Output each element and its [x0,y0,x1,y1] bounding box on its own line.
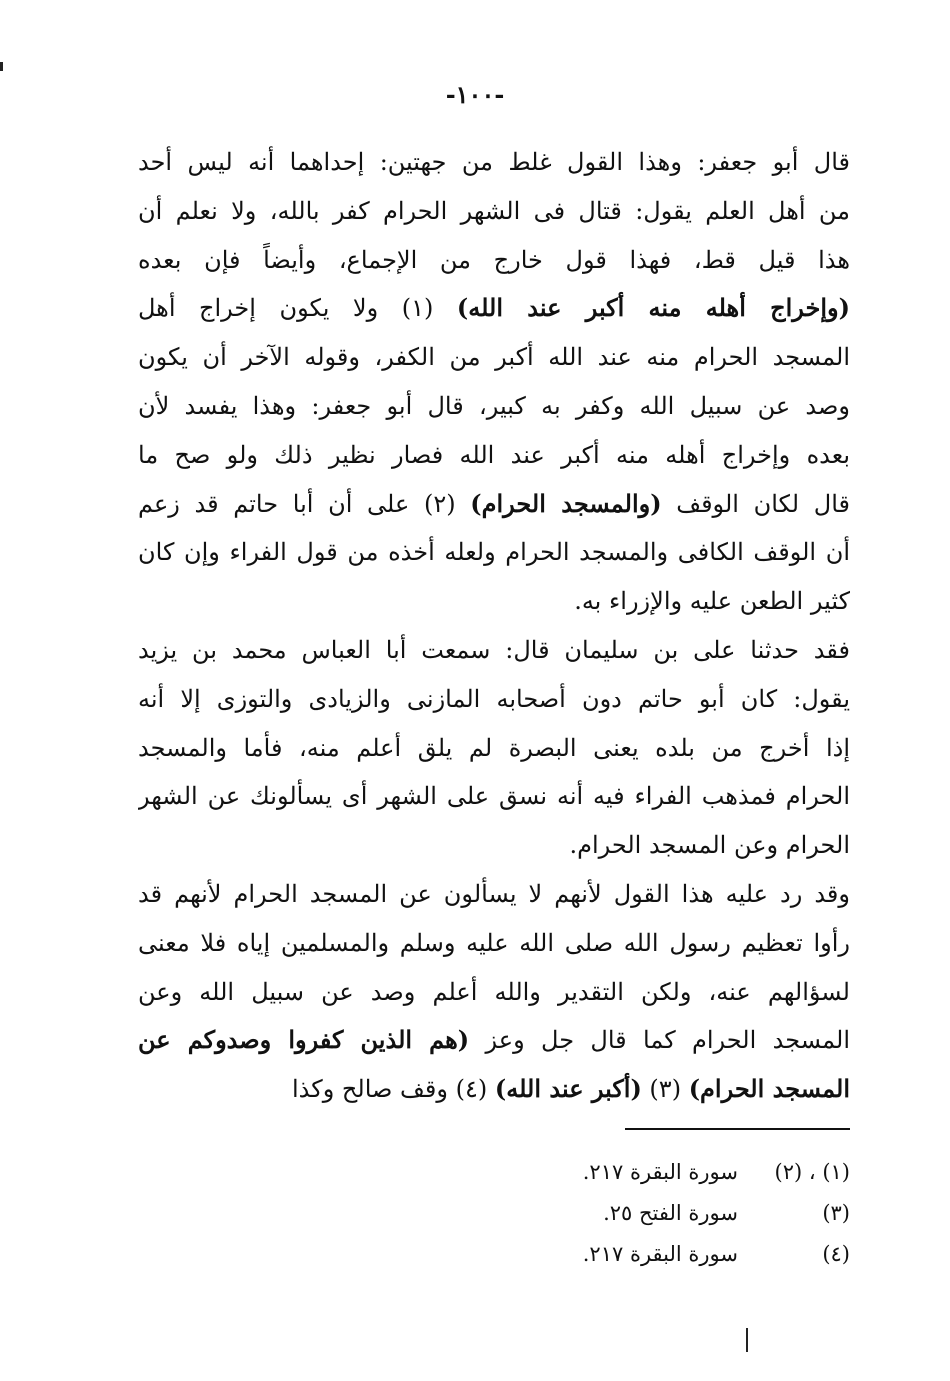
text-line [138,236,850,285]
footnote-marker: (٣) [822,1201,850,1225]
scan-edge-mark [0,62,3,71]
page-number: -١٠٠- [445,80,505,109]
quran-quote: المسجد الحرام) [688,1074,850,1104]
text-line [138,187,850,236]
footnote-item [480,1234,850,1275]
text-segment: بعده وإخراج أهله منه أكبر عند الله فصار نظير ذلك ولو صح ما [138,440,850,469]
footnote-text: سورة البقرة ٢١٧. [582,1160,738,1184]
footnotes [480,1152,850,1275]
text-line [138,870,850,919]
text-segment: (٢) على أن أبا حاتم قد زعم [138,489,471,518]
footnote-item [480,1193,850,1234]
text-segment: قال أبو جعفر: وهذا القول غلط من جهتين: إحداهما أنه ليس أحد [138,148,850,176]
text-segment: إذا أخرج من بلده يعنى البصرة لم يلق أعلم منه، فأما والمسجد [138,733,850,762]
footnote-separator [625,1128,850,1130]
quran-quote: (والمسجد الحرام) [470,488,662,518]
quran-quote: (أكبر عند الله) [494,1074,642,1104]
text-segment: المسجد الحرام منه عند الله أكبر من الكفر، وقوله الآخر أن يكون [138,343,850,372]
paragraph [138,138,850,626]
text-line [138,382,850,431]
text-segment: من أهل العلم يقول: قتال فى الشهر الحرام كفر بالله، ولا نعلم أن [138,196,850,225]
text-line [138,284,850,333]
text-line [138,480,850,529]
paragraph [138,626,850,870]
text-line [138,968,850,1017]
text-segment: وصد عن سبيل الله وكفر به كبير، قال أبو جعفر: وهذا يفسد لأن [138,391,850,420]
text-line [138,1016,850,1065]
text-segment: أن الوقف الكافى والمسجد الحرام ولعله أخذه من قول الفراء وإن كان [138,538,850,567]
footnote-marker: (١) ، (٢) [774,1160,850,1184]
text-line [138,528,850,577]
text-segment: (٣) [641,1075,689,1104]
text-line [138,577,850,626]
text-segment: رأوا تعظيم رسول الله صلى الله عليه وسلم والمسلمين إياه فلا معنى [138,928,850,957]
main-text [138,138,850,1114]
text-segment: المسجد الحرام كما قال جل وعز [469,1026,850,1055]
text-line [138,821,850,870]
text-segment: هذا قيل قط، فهذا قول خارج من الإجماع، وأيضاً فإن بعده [138,245,850,274]
text-line [138,333,850,382]
text-segment: الحرام وعن المسجد الحرام. [569,831,850,860]
quran-quote: (هم الذين كفروا وصدوكم عن [138,1025,470,1055]
text-segment: فقد حدثنا على بن سليمان قال: سمعت أبا العباس محمد بن يزيد [138,635,850,664]
quran-quote: (وإخراج أهله منه أكبر عند الله) [456,293,850,323]
text-segment: وقد رد عليه هذا القول لأنهم لا يسألون عن المسجد الحرام لأنهم قد [138,879,850,908]
scan-edge-mark [746,1328,748,1352]
text-line [138,431,850,480]
text-line [138,1065,850,1114]
text-line [138,919,850,968]
text-line [138,724,850,773]
footnote-text: سورة البقرة ٢١٧. [582,1242,738,1266]
paragraph [138,870,850,1114]
text-segment: الحرام فمذهب الفراء فيه أنه نسق على الشهر أى يسألونك عن الشهر [138,782,850,811]
text-line [138,138,850,187]
text-segment: (٤) وقف صالح وكذا [292,1075,495,1104]
text-segment: لسؤالهم عنه، ولكن التقدير والله أعلم وصد عن سبيل الله وعن [138,977,850,1006]
text-segment: قال لكان الوقف [661,489,850,518]
text-line [138,626,850,675]
text-segment: يقول: كان أبو حاتم دون أصحابه المازنى والزيادى والتوزى إلا أنه [138,684,850,713]
footnote-marker: (٤) [822,1242,850,1266]
text-line [138,772,850,821]
footnote-item [480,1152,850,1193]
footnote-text: سورة الفتح ٢٥. [603,1201,738,1225]
text-line [138,675,850,724]
text-segment: كثير الطعن عليه والإزراء به. [574,587,850,616]
text-segment: (١) ولا يكون إخراج أهل [138,294,457,323]
